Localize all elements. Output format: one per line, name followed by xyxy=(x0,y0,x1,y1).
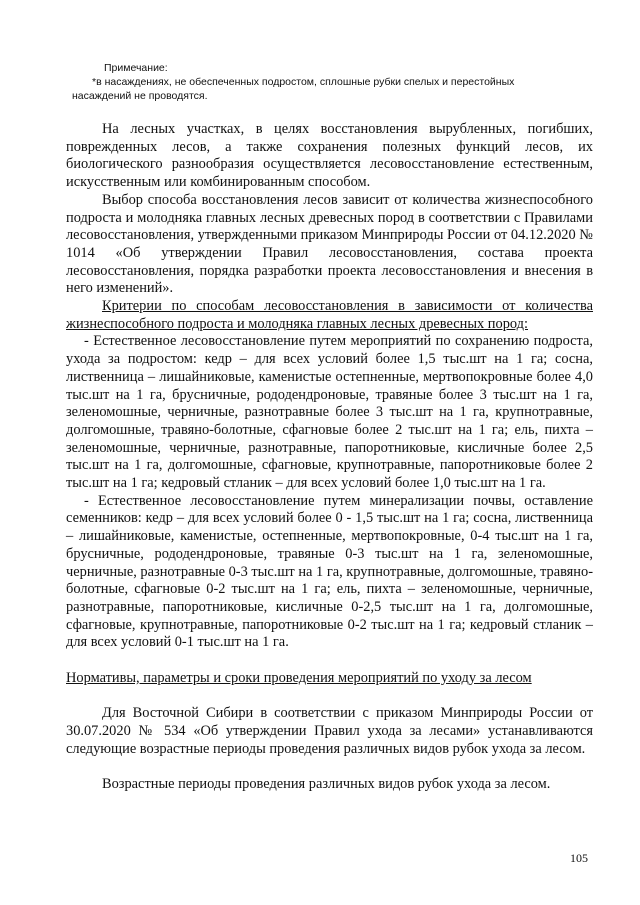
document-body xyxy=(66,121,593,794)
note-text: *в насаждениях, не обеспеченных подростом, сплошные рубки спелых и перестойных насаждений не проводятся. xyxy=(72,76,515,102)
page-number: 105 xyxy=(570,851,588,865)
note-title: Примечание: xyxy=(104,62,168,74)
paragraph-age-periods: Возрастные периоды проведения различных видов рубок ухода за лесом. xyxy=(102,775,551,792)
norms-heading: Нормативы, параметры и сроки проведения мероприятий по уходу за лесом xyxy=(66,669,532,686)
note-block xyxy=(72,61,572,103)
bullet-natural-preservation: - Естественное лесовосстановление путем мероприятий по сохранению подроста, ухода за подростом: кедр – для всех условий более 1,5 тыс.шт на 1 га; сосна, лиственница – лишайниковые, каменистые остепненные, мертвопокровные более 4,0 тыс.шт на 1 га, брусничные, рододендроновые, травяные более 3 тыс.шт на 1 га, зеленомошные, черничные, разнотравные более 3 тыс.шт на 1 га, крупнотравные, долгомошные, травяно-болотные, сфагновые более 2 тыс.шт на 1 га; ель, пихта – зеленомошные, черничные, разнотравные, папоротниковые, кисличные более 2,5 тыс.шт на 1 га, долгомошные, сфагновые, крупнотравные, папоротниковые более 2 тыс.шт на 1 га; кедровый стланик – для всех условий более 1,0 тыс.шт на 1 га. xyxy=(66,333,593,492)
bullet-natural-mineralization: - Естественное лесовосстановление путем минерализации почвы, оставление семенников: кедр – для всех условий более 0 - 1,5 тыс.шт на 1 га; сосна, лиственница – лишайниковые, каменистые, остепненные, мертвопокровные, 0-4 тыс.шт на 1 га, брусничные, рододендроновые, травяные 0-3 тыс.шт на 1 га, зеленомошные, черничные, разнотравные 0-3 тыс.шт на 1 га, крупнотравные, долгомошные, травяно-болотные, сфагновые 0-2 тыс.шт на 1 га; ель, пихта – зеленомошные, черничные, разнотравные, папоротниковые, кисличные 0-2,5 тыс.шт на 1 га, долгомошные, сфагновые, крупнотравные, папоротниковые 0-2 тыс.шт на 1 га; кедровый стланик – для всех условий 0-1 тыс.шт на 1 га. xyxy=(66,492,593,651)
criteria-heading: Критерии по способам лесовосстановления в зависимости от количества жизнеспособного подроста и молодняка главных лесных древесных пород: xyxy=(66,298,593,332)
paragraph-east-siberia: Для Восточной Сибири в соответствии с приказом Минприроды России от 30.07.2020 № 534 «Об утверждении Правил ухода за лесами» устанавливаются следующие возрастные периоды проведения различных видов рубок ухода за лесом. xyxy=(66,705,593,757)
paragraph-reforestation-purpose: На лесных участках, в целях восстановления вырубленных, погибших, поврежденных лесов, а также сохранения полезных функций лесов, их биологического разнообразия осуществляется лесовосстановление естественным, искусственным или комбинированным способом. xyxy=(66,121,593,191)
paragraph-reforestation-method: Выбор способа восстановления лесов зависит от количества жизнеспособного подроста и молодняка главных лесных древесных пород в соответствии с Правилами лесовосстановления, утвержденными приказом Минприроды России от 04.12.2020 № 1014 «Об утверждении Правил лесовосстановления, состава проекта лесовосстановления, порядка разработки проекта лесовосстановления и внесения в него изменений». xyxy=(66,191,593,297)
